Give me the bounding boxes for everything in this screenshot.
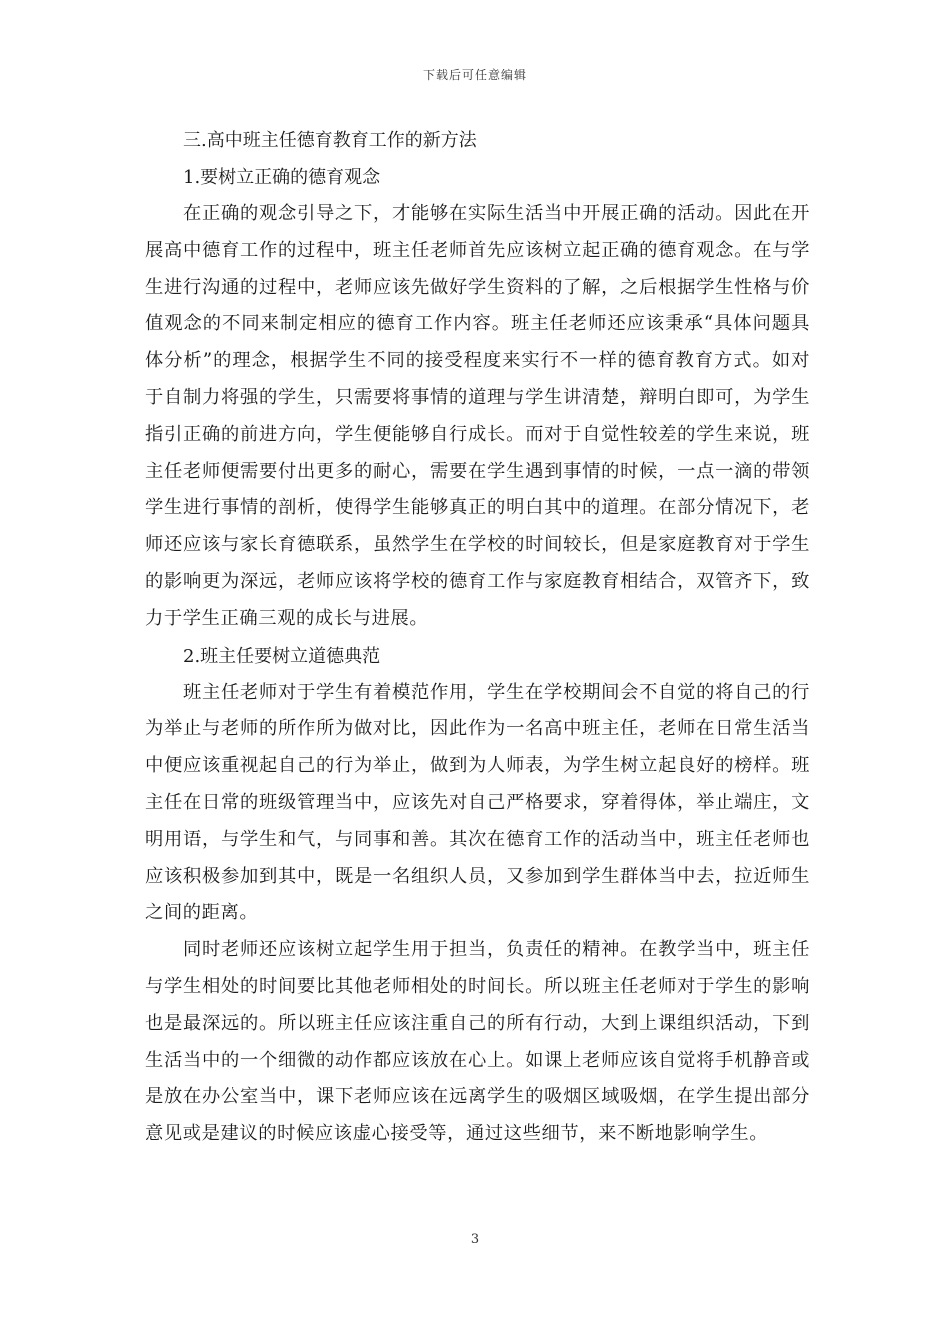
paragraph-3: 同时老师还应该树立起学生用于担当，负责任的精神。在教学当中，班主任与学生相处的时间要比其他老师相处的时间长。所以班主任老师对于学生的影响也是最深远的。所以班主任应该注重自己的所有行动，大到上课组织活动，下到生活当中的一个细微的动作都应该放在心上。如课上老师应该自觉将手机静音或是放在办公室当中，课下老师应该在远离学生的吸烟区域吸烟，在学生提出部分意见或是建议的时候应该虚心接受等，通过这些细节，来不断地影响学生。: [145, 939, 810, 1145]
section-title: 三.高中班主任德育教育工作的新方法: [183, 130, 477, 151]
page-header: 下载后可任意编辑: [422, 68, 527, 82]
page-number: 3: [470, 1232, 480, 1247]
subsection-title-1: 1.要树立正确的德育观念: [183, 167, 381, 188]
document-body: [145, 122, 810, 1153]
subsection-title-2: 2.班主任要树立道德典范: [183, 645, 381, 667]
paragraph-2: 班主任老师对于学生有着模范作用，学生在学校期间会不自觉的将自己的行为举止与老师的所作所为做对比，因此作为一名高中班主任，老师在日常生活当中便应该重视起自己的行为举止，做到为人师表，为学生树立起良好的榜样。班主任在日常的班级管理当中，应该先对自己严格要求，穿着得体，举止端庄，文明用语，与学生和气，与同事和善。其次在德育工作的活动当中，班主任老师也应该积极参加到其中，既是一名组织人员，又参加到学生群体当中去，拉近师生之间的距离。: [145, 681, 810, 924]
paragraph-1: 在正确的观念引导之下，才能够在实际生活当中开展正确的活动。因此在开展高中德育工作的过程中，班主任老师首先应该树立起正确的德育观念。在与学生进行沟通的过程中，老师应该先做好学生资料的了解，之后根据学生性格与价值观念的不同来制定相应的德育工作内容。班主任老师还应该秉承“具体问题具体分析”的理念，根据学生不同的接受程度来实行不一样的德育教育方式。如对于自制力将强的学生，只需要将事情的道理与学生讲清楚，辩明白即可，为学生指引正确的前进方向，学生便能够自行成长。而对于自觉性较差的学生来说，班主任老师便需要付出更多的耐心，需要在学生遇到事情的时候，一点一滴的带领学生进行事情的剖析，使得学生能够真正的明白其中的道理。在部分情况下，老师还应该与家长育德联系，虽然学生在学校的时间较长，但是家庭教育对于学生的影响更为深远，老师应该将学校的德育工作与家庭教育相结合，双管齐下，致力于学生正确三观的成长与进展。: [145, 203, 810, 629]
